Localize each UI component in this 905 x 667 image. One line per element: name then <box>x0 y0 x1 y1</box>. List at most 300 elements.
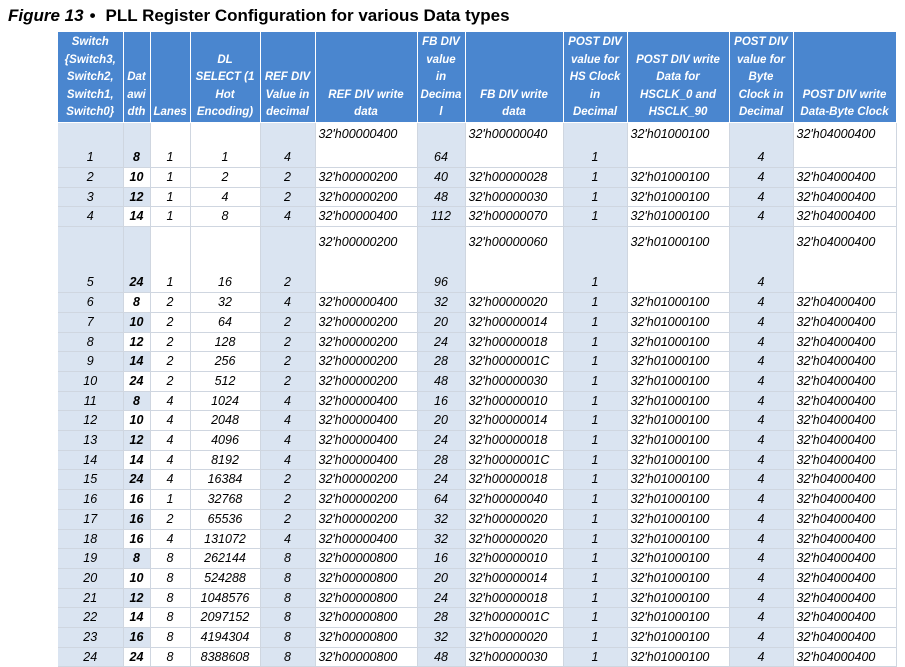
table-cell-col-fb-div-value: 16 <box>417 549 465 569</box>
table-cell-col-switch: 22 <box>58 608 123 628</box>
table-cell-col-fb-div-value: 20 <box>417 411 465 431</box>
table-cell-col-ref-div-value: 2 <box>260 187 315 207</box>
table-cell-col-fb-div-write: 32'h0000001C <box>465 608 563 628</box>
table-cell-col-fb-div-value: 24 <box>417 332 465 352</box>
table-cell-col-fb-div-write: 32'h00000020 <box>465 628 563 648</box>
table-cell-col-post-div-byte-value: 4 <box>729 568 793 588</box>
table-cell-col-dl-select: 131072 <box>190 529 260 549</box>
table-cell-col-post-div-byte-value: 4 <box>729 391 793 411</box>
table-cell-col-post-div-hs-value: 1 <box>563 647 627 667</box>
table-cell-col-post-div-hs-value: 1 <box>563 293 627 313</box>
table-cell-col-switch: 15 <box>58 470 123 490</box>
table-cell-col-dl-select: 1024 <box>190 391 260 411</box>
table-cell-col-fb-div-write: 32'h00000014 <box>465 568 563 588</box>
table-cell-col-datawidth: 12 <box>123 332 150 352</box>
table-cell-col-fb-div-write: 32'h00000030 <box>465 647 563 667</box>
table-cell-col-ref-div-write: 32'h00000200 <box>315 352 417 372</box>
table-cell-col-post-div-byte-value: 4 <box>729 371 793 391</box>
table-cell-col-lanes: 1 <box>150 227 190 293</box>
table-cell-col-ref-div-write: 32'h00000200 <box>315 490 417 510</box>
table-cell-col-dl-select: 32768 <box>190 490 260 510</box>
table-cell-col-fb-div-write: 32'h00000040 <box>465 123 563 168</box>
table-cell-col-ref-div-value: 8 <box>260 608 315 628</box>
table-cell-col-post-div-byte-value: 4 <box>729 187 793 207</box>
table-cell-col-post-div-byte-write: 32'h04000400 <box>793 187 896 207</box>
table-cell-col-post-div-byte-write: 32'h04000400 <box>793 509 896 529</box>
table-row <box>58 628 896 648</box>
table-cell-col-fb-div-value: 48 <box>417 371 465 391</box>
pll-register-table <box>58 32 897 667</box>
table-cell-col-ref-div-value: 2 <box>260 490 315 510</box>
table-cell-col-datawidth: 12 <box>123 431 150 451</box>
table-cell-col-lanes: 4 <box>150 470 190 490</box>
table-cell-col-datawidth: 12 <box>123 187 150 207</box>
table-cell-col-lanes: 8 <box>150 647 190 667</box>
table-row <box>58 293 896 313</box>
table-row <box>58 207 896 227</box>
table-cell-col-switch: 11 <box>58 391 123 411</box>
table-cell-col-datawidth: 10 <box>123 168 150 188</box>
table-cell-col-post-div-byte-write: 32'h04000400 <box>793 549 896 569</box>
table-cell-col-dl-select: 4194304 <box>190 628 260 648</box>
table-cell-col-datawidth: 16 <box>123 628 150 648</box>
table-cell-col-datawidth: 24 <box>123 371 150 391</box>
column-header-col-fb-div-write: FB DIV write data <box>465 32 563 123</box>
table-cell-col-post-div-hs-write: 32'h01000100 <box>627 647 729 667</box>
table-cell-col-post-div-byte-write: 32'h04000400 <box>793 490 896 510</box>
table-cell-col-post-div-hs-write: 32'h01000100 <box>627 391 729 411</box>
table-cell-col-datawidth: 10 <box>123 568 150 588</box>
column-header-col-fb-div-value: FB DIV value in Decima l <box>417 32 465 123</box>
table-cell-col-post-div-byte-write: 32'h04000400 <box>793 312 896 332</box>
table-cell-col-dl-select: 65536 <box>190 509 260 529</box>
table-cell-col-dl-select: 8192 <box>190 450 260 470</box>
table-row <box>58 168 896 188</box>
table-cell-col-lanes: 2 <box>150 509 190 529</box>
table-cell-col-post-div-hs-value: 1 <box>563 168 627 188</box>
table-cell-col-post-div-hs-value: 1 <box>563 411 627 431</box>
table-cell-col-fb-div-write: 32'h00000014 <box>465 312 563 332</box>
table-row <box>58 371 896 391</box>
table-row <box>58 312 896 332</box>
table-cell-col-lanes: 4 <box>150 411 190 431</box>
table-cell-col-dl-select: 2 <box>190 168 260 188</box>
table-cell-col-ref-div-write: 32'h00000800 <box>315 628 417 648</box>
table-header-row <box>58 32 896 123</box>
table-cell-col-datawidth: 10 <box>123 312 150 332</box>
table-cell-col-post-div-hs-write: 32'h01000100 <box>627 490 729 510</box>
table-cell-col-post-div-hs-value: 1 <box>563 509 627 529</box>
table-cell-col-ref-div-write: 32'h00000400 <box>315 431 417 451</box>
table-cell-col-datawidth: 14 <box>123 450 150 470</box>
table-cell-col-post-div-hs-write: 32'h01000100 <box>627 588 729 608</box>
table-cell-col-lanes: 2 <box>150 293 190 313</box>
table-cell-col-post-div-hs-value: 1 <box>563 628 627 648</box>
table-cell-col-fb-div-value: 32 <box>417 628 465 648</box>
table-cell-col-post-div-hs-write: 32'h01000100 <box>627 509 729 529</box>
table-cell-col-ref-div-value: 8 <box>260 568 315 588</box>
table-cell-col-fb-div-write: 32'h00000018 <box>465 470 563 490</box>
table-cell-col-post-div-hs-write: 32'h01000100 <box>627 332 729 352</box>
table-cell-col-ref-div-write: 32'h00000200 <box>315 168 417 188</box>
table-cell-col-switch: 20 <box>58 568 123 588</box>
table-cell-col-fb-div-write: 32'h00000014 <box>465 411 563 431</box>
table-cell-col-datawidth: 12 <box>123 588 150 608</box>
table-cell-col-datawidth: 10 <box>123 411 150 431</box>
table-cell-col-ref-div-value: 8 <box>260 588 315 608</box>
table-cell-col-post-div-byte-write: 32'h04000400 <box>793 352 896 372</box>
table-cell-col-fb-div-value: 24 <box>417 470 465 490</box>
table-cell-col-ref-div-value: 4 <box>260 391 315 411</box>
table-cell-col-ref-div-value: 8 <box>260 647 315 667</box>
table-cell-col-fb-div-write: 32'h0000001C <box>465 352 563 372</box>
table-cell-col-dl-select: 512 <box>190 371 260 391</box>
table-cell-col-ref-div-write: 32'h00000800 <box>315 647 417 667</box>
table-cell-col-datawidth: 14 <box>123 608 150 628</box>
table-cell-col-post-div-hs-value: 1 <box>563 227 627 293</box>
table-cell-col-post-div-hs-value: 1 <box>563 391 627 411</box>
table-cell-col-switch: 17 <box>58 509 123 529</box>
table-cell-col-post-div-byte-write: 32'h04000400 <box>793 450 896 470</box>
table-cell-col-post-div-hs-write: 32'h01000100 <box>627 207 729 227</box>
table-cell-col-ref-div-value: 4 <box>260 450 315 470</box>
table-row <box>58 187 896 207</box>
table-row <box>58 431 896 451</box>
table-cell-col-datawidth: 24 <box>123 227 150 293</box>
table-cell-col-dl-select: 4 <box>190 187 260 207</box>
table-cell-col-post-div-hs-value: 1 <box>563 123 627 168</box>
table-row <box>58 490 896 510</box>
table-cell-col-lanes: 8 <box>150 588 190 608</box>
table-cell-col-post-div-hs-write: 32'h01000100 <box>627 450 729 470</box>
table-cell-col-datawidth: 14 <box>123 207 150 227</box>
table-cell-col-post-div-byte-value: 4 <box>729 431 793 451</box>
table-cell-col-fb-div-write: 32'h00000010 <box>465 549 563 569</box>
table-cell-col-post-div-byte-value: 4 <box>729 509 793 529</box>
table-cell-col-dl-select: 256 <box>190 352 260 372</box>
table-cell-col-ref-div-value: 2 <box>260 312 315 332</box>
table-cell-col-datawidth: 14 <box>123 352 150 372</box>
table-cell-col-post-div-hs-write: 32'h01000100 <box>627 187 729 207</box>
table-cell-col-switch: 1 <box>58 123 123 168</box>
table-cell-col-ref-div-write: 32'h00000400 <box>315 450 417 470</box>
table-cell-col-datawidth: 8 <box>123 123 150 168</box>
table-row <box>58 608 896 628</box>
table-row <box>58 647 896 667</box>
column-header-col-lanes: Lanes <box>150 32 190 123</box>
table-cell-col-post-div-byte-write: 32'h04000400 <box>793 411 896 431</box>
table-cell-col-fb-div-value: 96 <box>417 227 465 293</box>
table-cell-col-fb-div-write: 32'h00000018 <box>465 588 563 608</box>
table-cell-col-fb-div-write: 32'h00000030 <box>465 187 563 207</box>
table-cell-col-ref-div-value: 2 <box>260 227 315 293</box>
table-cell-col-fb-div-write: 32'h00000010 <box>465 391 563 411</box>
table-cell-col-lanes: 2 <box>150 312 190 332</box>
table-cell-col-fb-div-value: 64 <box>417 490 465 510</box>
table-cell-col-ref-div-write: 32'h00000800 <box>315 568 417 588</box>
table-cell-col-post-div-hs-value: 1 <box>563 187 627 207</box>
table-cell-col-ref-div-write: 32'h00000400 <box>315 207 417 227</box>
table-cell-col-ref-div-value: 4 <box>260 431 315 451</box>
table-cell-col-post-div-hs-write: 32'h01000100 <box>627 529 729 549</box>
table-cell-col-fb-div-value: 112 <box>417 207 465 227</box>
table-cell-col-ref-div-write: 32'h00000200 <box>315 332 417 352</box>
table-cell-col-fb-div-write: 32'h00000028 <box>465 168 563 188</box>
table-cell-col-post-div-byte-write: 32'h04000400 <box>793 227 896 293</box>
table-row <box>58 352 896 372</box>
table-cell-col-fb-div-write: 32'h0000001C <box>465 450 563 470</box>
table-cell-col-post-div-hs-write: 32'h01000100 <box>627 293 729 313</box>
table-cell-col-ref-div-value: 4 <box>260 123 315 168</box>
table-cell-col-post-div-byte-value: 4 <box>729 628 793 648</box>
table-cell-col-fb-div-value: 48 <box>417 187 465 207</box>
table-cell-col-dl-select: 32 <box>190 293 260 313</box>
table-cell-col-switch: 6 <box>58 293 123 313</box>
table-cell-col-post-div-byte-write: 32'h04000400 <box>793 568 896 588</box>
table-cell-col-ref-div-write: 32'h00000400 <box>315 293 417 313</box>
table-cell-col-ref-div-value: 4 <box>260 411 315 431</box>
table-cell-col-datawidth: 16 <box>123 490 150 510</box>
table-cell-col-lanes: 4 <box>150 391 190 411</box>
table-cell-col-post-div-byte-value: 4 <box>729 549 793 569</box>
table-cell-col-post-div-hs-write: 32'h01000100 <box>627 312 729 332</box>
table-cell-col-post-div-hs-value: 1 <box>563 450 627 470</box>
table-cell-col-ref-div-value: 4 <box>260 293 315 313</box>
table-cell-col-fb-div-value: 28 <box>417 450 465 470</box>
table-cell-col-switch: 7 <box>58 312 123 332</box>
column-header-col-datawidth: Dat awi dth <box>123 32 150 123</box>
table-cell-col-post-div-byte-write: 32'h04000400 <box>793 628 896 648</box>
figure-label: Figure 13 <box>8 6 84 25</box>
table-cell-col-lanes: 8 <box>150 628 190 648</box>
table-cell-col-post-div-byte-write: 32'h04000400 <box>793 647 896 667</box>
table-cell-col-lanes: 1 <box>150 187 190 207</box>
table-cell-col-post-div-hs-write: 32'h01000100 <box>627 549 729 569</box>
table-cell-col-post-div-byte-value: 4 <box>729 312 793 332</box>
table-cell-col-fb-div-write: 32'h00000020 <box>465 293 563 313</box>
table-cell-col-ref-div-write: 32'h00000200 <box>315 227 417 293</box>
table-cell-col-switch: 16 <box>58 490 123 510</box>
table-cell-col-post-div-byte-value: 4 <box>729 227 793 293</box>
column-header-col-ref-div-value: REF DIV Value in decimal <box>260 32 315 123</box>
table-cell-col-lanes: 2 <box>150 371 190 391</box>
table-cell-col-ref-div-value: 4 <box>260 207 315 227</box>
table-cell-col-post-div-hs-value: 1 <box>563 490 627 510</box>
table-cell-col-fb-div-value: 24 <box>417 588 465 608</box>
table-cell-col-post-div-byte-value: 4 <box>729 168 793 188</box>
table-cell-col-datawidth: 24 <box>123 647 150 667</box>
table-cell-col-ref-div-write: 32'h00000800 <box>315 549 417 569</box>
table-cell-col-ref-div-write: 32'h00000200 <box>315 371 417 391</box>
table-row <box>58 568 896 588</box>
table-cell-col-fb-div-value: 20 <box>417 312 465 332</box>
table-cell-col-dl-select: 16 <box>190 227 260 293</box>
table-cell-col-post-div-hs-write: 32'h01000100 <box>627 608 729 628</box>
table-cell-col-switch: 10 <box>58 371 123 391</box>
table-cell-col-post-div-hs-write: 32'h01000100 <box>627 568 729 588</box>
table-cell-col-fb-div-write: 32'h00000018 <box>465 332 563 352</box>
table-row <box>58 529 896 549</box>
table-cell-col-post-div-byte-write: 32'h04000400 <box>793 371 896 391</box>
table-cell-col-ref-div-write: 32'h00000800 <box>315 608 417 628</box>
table-cell-col-switch: 2 <box>58 168 123 188</box>
figure-title: PLL Register Configuration for various Data types <box>105 6 510 25</box>
table-cell-col-ref-div-value: 2 <box>260 470 315 490</box>
column-header-col-switch: Switch {Switch3, Switch2, Switch1, Switch0} <box>58 32 123 123</box>
table-cell-col-post-div-byte-value: 4 <box>729 647 793 667</box>
table-cell-col-dl-select: 8 <box>190 207 260 227</box>
table-cell-col-ref-div-value: 2 <box>260 371 315 391</box>
table-cell-col-switch: 8 <box>58 332 123 352</box>
table-cell-col-fb-div-write: 32'h00000030 <box>465 371 563 391</box>
table-cell-col-post-div-hs-value: 1 <box>563 608 627 628</box>
figure-caption <box>8 4 510 28</box>
table-cell-col-switch: 24 <box>58 647 123 667</box>
table-cell-col-dl-select: 2048 <box>190 411 260 431</box>
table-cell-col-switch: 23 <box>58 628 123 648</box>
table-cell-col-dl-select: 2097152 <box>190 608 260 628</box>
table-cell-col-dl-select: 4096 <box>190 431 260 451</box>
table-cell-col-post-div-byte-write: 32'h04000400 <box>793 332 896 352</box>
column-header-col-dl-select: DL SELECT (1 Hot Encoding) <box>190 32 260 123</box>
table-cell-col-ref-div-write: 32'h00000200 <box>315 187 417 207</box>
table-cell-col-post-div-hs-write: 32'h01000100 <box>627 123 729 168</box>
table-cell-col-fb-div-value: 28 <box>417 352 465 372</box>
table-cell-col-fb-div-write: 32'h00000060 <box>465 227 563 293</box>
table-cell-col-post-div-hs-value: 1 <box>563 431 627 451</box>
table-cell-col-datawidth: 8 <box>123 391 150 411</box>
table-cell-col-post-div-byte-value: 4 <box>729 450 793 470</box>
table-cell-col-post-div-hs-write: 32'h01000100 <box>627 352 729 372</box>
table-cell-col-dl-select: 1048576 <box>190 588 260 608</box>
table-row <box>58 411 896 431</box>
table-cell-col-lanes: 8 <box>150 608 190 628</box>
table-cell-col-post-div-byte-write: 32'h04000400 <box>793 470 896 490</box>
table-cell-col-dl-select: 1 <box>190 123 260 168</box>
table-cell-col-post-div-byte-write: 32'h04000400 <box>793 529 896 549</box>
table-cell-col-post-div-hs-value: 1 <box>563 470 627 490</box>
table-row <box>58 588 896 608</box>
table-row <box>58 332 896 352</box>
table-cell-col-fb-div-value: 40 <box>417 168 465 188</box>
table-cell-col-ref-div-value: 2 <box>260 332 315 352</box>
table-cell-col-lanes: 1 <box>150 168 190 188</box>
table-cell-col-fb-div-write: 32'h00000020 <box>465 509 563 529</box>
table-cell-col-fb-div-value: 20 <box>417 568 465 588</box>
table-cell-col-post-div-byte-value: 4 <box>729 332 793 352</box>
table-cell-col-ref-div-write: 32'h00000200 <box>315 509 417 529</box>
table-cell-col-ref-div-value: 2 <box>260 509 315 529</box>
column-header-col-post-div-hs-write: POST DIV write Data for HSCLK_0 and HSCLK_90 <box>627 32 729 123</box>
table-cell-col-switch: 3 <box>58 187 123 207</box>
table-cell-col-ref-div-value: 8 <box>260 628 315 648</box>
table-cell-col-post-div-hs-write: 32'h01000100 <box>627 628 729 648</box>
table-cell-col-post-div-byte-value: 4 <box>729 123 793 168</box>
table-cell-col-post-div-byte-value: 4 <box>729 588 793 608</box>
table-cell-col-ref-div-write: 32'h00000400 <box>315 529 417 549</box>
table-cell-col-fb-div-write: 32'h00000040 <box>465 490 563 510</box>
table-cell-col-post-div-hs-value: 1 <box>563 568 627 588</box>
table-cell-col-ref-div-write: 32'h00000200 <box>315 470 417 490</box>
column-header-col-post-div-hs-value: POST DIV value for HS Clock in Decimal <box>563 32 627 123</box>
table-cell-col-lanes: 8 <box>150 549 190 569</box>
table-cell-col-switch: 19 <box>58 549 123 569</box>
table-cell-col-ref-div-value: 2 <box>260 168 315 188</box>
table-cell-col-post-div-hs-value: 1 <box>563 529 627 549</box>
table-cell-col-switch: 4 <box>58 207 123 227</box>
table-cell-col-post-div-hs-value: 1 <box>563 207 627 227</box>
table-cell-col-post-div-byte-value: 4 <box>729 470 793 490</box>
table-cell-col-ref-div-value: 8 <box>260 549 315 569</box>
table-row <box>58 123 896 168</box>
table-cell-col-post-div-hs-value: 1 <box>563 371 627 391</box>
table-cell-col-post-div-hs-value: 1 <box>563 332 627 352</box>
table-cell-col-lanes: 2 <box>150 332 190 352</box>
table-cell-col-fb-div-value: 32 <box>417 529 465 549</box>
table-cell-col-switch: 9 <box>58 352 123 372</box>
table-cell-col-post-div-hs-write: 32'h01000100 <box>627 431 729 451</box>
table-row <box>58 470 896 490</box>
table-row <box>58 509 896 529</box>
table-body <box>58 123 896 667</box>
table-cell-col-lanes: 8 <box>150 568 190 588</box>
table-cell-col-fb-div-value: 32 <box>417 293 465 313</box>
table-cell-col-fb-div-value: 64 <box>417 123 465 168</box>
table-cell-col-post-div-byte-value: 4 <box>729 352 793 372</box>
table-cell-col-fb-div-value: 24 <box>417 431 465 451</box>
table-cell-col-ref-div-write: 32'h00000400 <box>315 391 417 411</box>
table-cell-col-post-div-byte-write: 32'h04000400 <box>793 123 896 168</box>
table-cell-col-switch: 12 <box>58 411 123 431</box>
table-cell-col-datawidth: 8 <box>123 293 150 313</box>
table-cell-col-post-div-hs-value: 1 <box>563 549 627 569</box>
table-cell-col-post-div-byte-value: 4 <box>729 529 793 549</box>
table-cell-col-dl-select: 16384 <box>190 470 260 490</box>
table-cell-col-ref-div-write: 32'h00000800 <box>315 588 417 608</box>
table-cell-col-fb-div-value: 48 <box>417 647 465 667</box>
caption-bullet: • <box>89 6 96 25</box>
table-cell-col-switch: 5 <box>58 227 123 293</box>
table-cell-col-post-div-hs-value: 1 <box>563 312 627 332</box>
table-cell-col-lanes: 4 <box>150 431 190 451</box>
table-cell-col-fb-div-value: 32 <box>417 509 465 529</box>
table-cell-col-dl-select: 524288 <box>190 568 260 588</box>
table-cell-col-switch: 21 <box>58 588 123 608</box>
table-cell-col-lanes: 1 <box>150 123 190 168</box>
column-header-col-ref-div-write: REF DIV write data <box>315 32 417 123</box>
table-cell-col-post-div-hs-value: 1 <box>563 588 627 608</box>
table-cell-col-fb-div-value: 28 <box>417 608 465 628</box>
table-row <box>58 227 896 293</box>
table-cell-col-switch: 14 <box>58 450 123 470</box>
table-row <box>58 549 896 569</box>
table-cell-col-post-div-byte-write: 32'h04000400 <box>793 588 896 608</box>
table-cell-col-ref-div-write: 32'h00000400 <box>315 123 417 168</box>
table-cell-col-dl-select: 64 <box>190 312 260 332</box>
table-cell-col-ref-div-value: 4 <box>260 529 315 549</box>
table-cell-col-lanes: 4 <box>150 450 190 470</box>
table-cell-col-post-div-byte-value: 4 <box>729 490 793 510</box>
table-cell-col-fb-div-write: 32'h00000018 <box>465 431 563 451</box>
table-cell-col-post-div-byte-write: 32'h04000400 <box>793 608 896 628</box>
table-cell-col-lanes: 4 <box>150 529 190 549</box>
table-cell-col-datawidth: 24 <box>123 470 150 490</box>
column-header-col-post-div-byte-value: POST DIV value for Byte Clock in Decimal <box>729 32 793 123</box>
table-cell-col-post-div-byte-value: 4 <box>729 608 793 628</box>
table-cell-col-lanes: 1 <box>150 490 190 510</box>
table-cell-col-ref-div-value: 2 <box>260 352 315 372</box>
table-cell-col-post-div-hs-write: 32'h01000100 <box>627 470 729 490</box>
